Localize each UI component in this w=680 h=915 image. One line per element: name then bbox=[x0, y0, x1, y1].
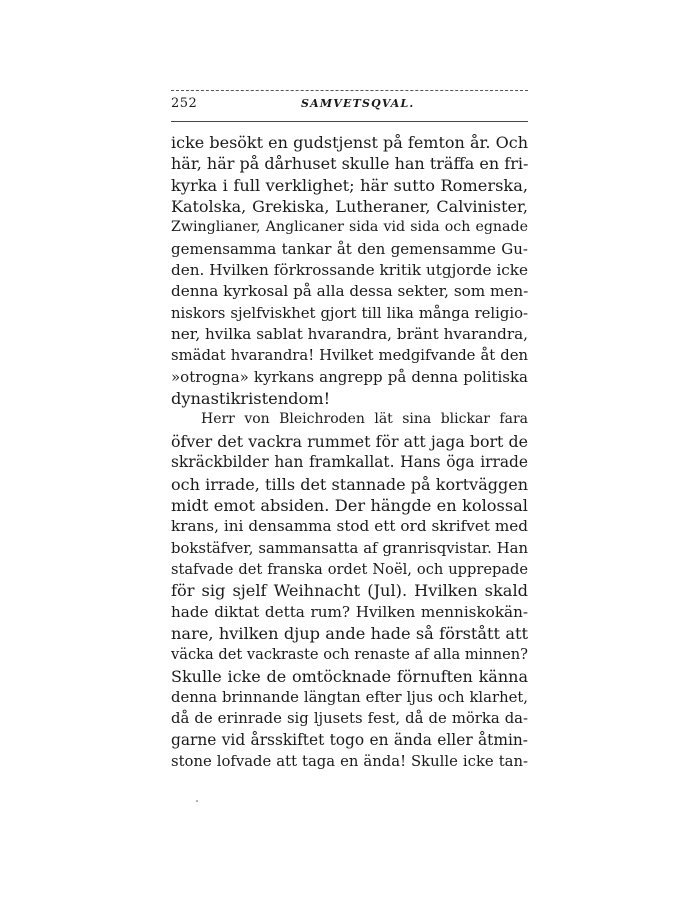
text-line: och irrade, tills det stannade på kortväggen bbox=[171, 474, 528, 494]
text-line: denna brinnande längtan efter ljus och klarhet, bbox=[171, 688, 528, 706]
text-line: skräckbilder han framkallat. Hans öga irrade bbox=[171, 453, 528, 472]
page-number: 252 bbox=[171, 96, 198, 111]
text-line: Katolska, Grekiska, Lutheraner, Calvinister, bbox=[171, 197, 528, 217]
text-line: krans, ini densamma stod ett ord skrifvet med bbox=[171, 517, 528, 536]
text-line: här, här på dårhuset skulle han träffa en fri- bbox=[171, 154, 529, 174]
text-line: öfver det vackra rummet för att jaga bort de bbox=[171, 431, 528, 451]
text-line: nare, hvilken djup ande hade så förstått att bbox=[171, 623, 528, 643]
text-line: midt emot absiden. Der hängde en kolossal bbox=[171, 495, 528, 515]
text-line: smädat hvarandra! Hvilket medgifvande åt den bbox=[171, 347, 528, 365]
text-line: stafvade det franska ordet Noël, och upprepade bbox=[171, 560, 528, 578]
header-rule-bottom bbox=[171, 121, 528, 122]
header-rule-top bbox=[171, 90, 528, 91]
text-line: Zwinglianer, Anglicaner sida vid sida och egnade bbox=[171, 219, 528, 236]
text-line: denna kyrkosal på alla dessa sekter, som men- bbox=[171, 282, 529, 301]
text-line: den. Hvilken förkrossande kritik utgjorde icke bbox=[171, 261, 528, 280]
paper-speck bbox=[196, 800, 198, 802]
text-line: kyrka i full verklighet; här sutto Romerska, bbox=[171, 175, 528, 195]
text-line: väcka det vackraste och renaste af alla minnen? bbox=[171, 646, 528, 664]
paragraph-end-line: dynastikristendom! bbox=[171, 389, 331, 409]
text-line: stone lofvade att taga en ända! Skulle icke tan- bbox=[171, 752, 528, 770]
text-line: gemensamma tankar åt den gemensamme Gu- bbox=[171, 239, 528, 258]
text-line: icke besökt en gudstjenst på femton år. Och bbox=[171, 133, 528, 152]
body-text bbox=[171, 132, 528, 772]
text-line: hade diktat detta rum? Hvilken menniskokän- bbox=[171, 602, 528, 621]
text-line: då de erinrade sig ljusets fest, då de mörka da- bbox=[171, 710, 528, 728]
text-line: för sig sjelf Weihnacht (Jul). Hvilken skald bbox=[171, 581, 528, 601]
text-line: Skulle icke de omtöcknade förnuften känna bbox=[171, 666, 528, 686]
text-line: ner, hvilka sablat hvarandra, bränt hvarandra, bbox=[171, 325, 528, 344]
page-header bbox=[171, 96, 528, 116]
paragraph-start-line: Herr von Bleichroden lät sina blickar fara bbox=[201, 411, 528, 428]
text-line: »otrogna» kyrkans angrepp på denna politiska bbox=[171, 367, 528, 386]
text-line: garne vid årsskiftet togo en ända eller åtmin- bbox=[171, 730, 528, 749]
running-title: SAMVETSQVAL. bbox=[301, 97, 415, 110]
text-line: niskors sjelfviskhet gjort till lika många religio- bbox=[171, 304, 528, 322]
text-line: bokstäfver, sammansatta af granrisqvistar. Han bbox=[171, 539, 528, 557]
